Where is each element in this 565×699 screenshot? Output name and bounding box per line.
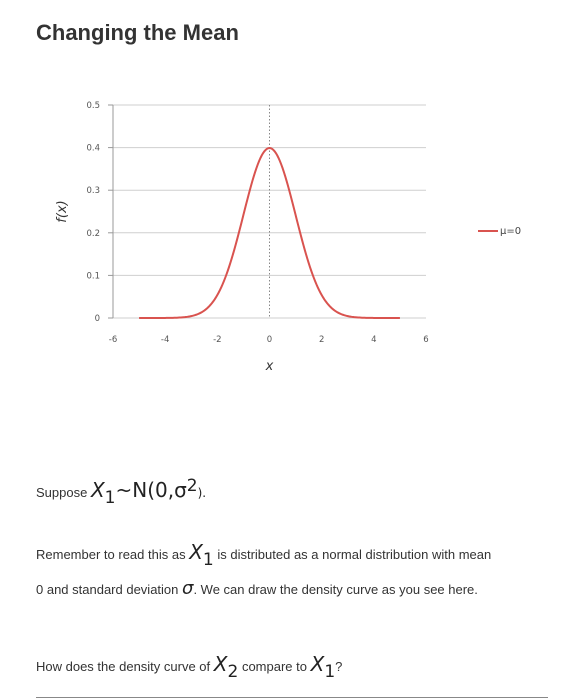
x-tick-label: -4 [160, 335, 170, 345]
question-mid: compare to [241, 659, 307, 674]
dist-text: ~N(0,σ [115, 478, 187, 502]
question-line [36, 652, 342, 682]
page-title: Changing the Mean [36, 20, 239, 45]
x-tick-label: -2 [213, 335, 222, 345]
y-axis-label: f(x) [55, 200, 70, 223]
suppose-line [36, 476, 206, 508]
var-x: X [310, 652, 325, 676]
remember-line [36, 540, 491, 570]
dist-close: ). [197, 486, 207, 500]
y-tick-label: 0.1 [86, 271, 100, 282]
subscript-1: 1 [202, 550, 214, 570]
squared: 2 [186, 476, 198, 496]
x-tick-label: 6 [423, 335, 429, 345]
subscript-1: 1 [104, 488, 116, 508]
question-before: How does the density curve of [36, 659, 211, 674]
var-x: X [213, 652, 228, 676]
std-line [36, 578, 478, 599]
x-tick-label: 2 [318, 335, 325, 345]
distribution-notation [115, 478, 206, 502]
y-tick-label: 0.3 [86, 186, 100, 197]
remember-before: Remember to read this as [36, 547, 186, 562]
density-chart [0, 90, 565, 390]
sigma-symbol: σ [182, 578, 194, 599]
divider [36, 697, 548, 698]
var-x: X [90, 478, 105, 502]
var-x1 [90, 478, 116, 508]
var-x2 [213, 652, 239, 682]
std-after: . We can draw the density curve as you see here. [193, 582, 478, 597]
subscript-2: 2 [227, 662, 239, 682]
suppose-label: Suppose [36, 485, 88, 500]
var-x1-inline [189, 540, 214, 570]
x-axis-label: x [265, 359, 274, 374]
remember-after: is distributed as a normal distribution with mean [217, 547, 492, 562]
var-x1-question [310, 652, 336, 682]
x-tick-label: -6 [108, 335, 118, 345]
x-tick-label: 4 [371, 335, 377, 345]
y-tick-label: 0 [94, 314, 100, 324]
x-tick-label: 0 [266, 335, 273, 345]
y-tick-label: 0.4 [86, 143, 100, 154]
std-before: 0 and standard deviation [36, 582, 179, 597]
y-tick-label: 0.5 [86, 101, 100, 111]
legend-label: μ=0 [500, 226, 522, 237]
y-tick-label: 0.2 [86, 228, 100, 239]
var-x: X [189, 540, 203, 564]
subscript-1: 1 [324, 662, 336, 682]
question-end: ? [335, 659, 343, 674]
